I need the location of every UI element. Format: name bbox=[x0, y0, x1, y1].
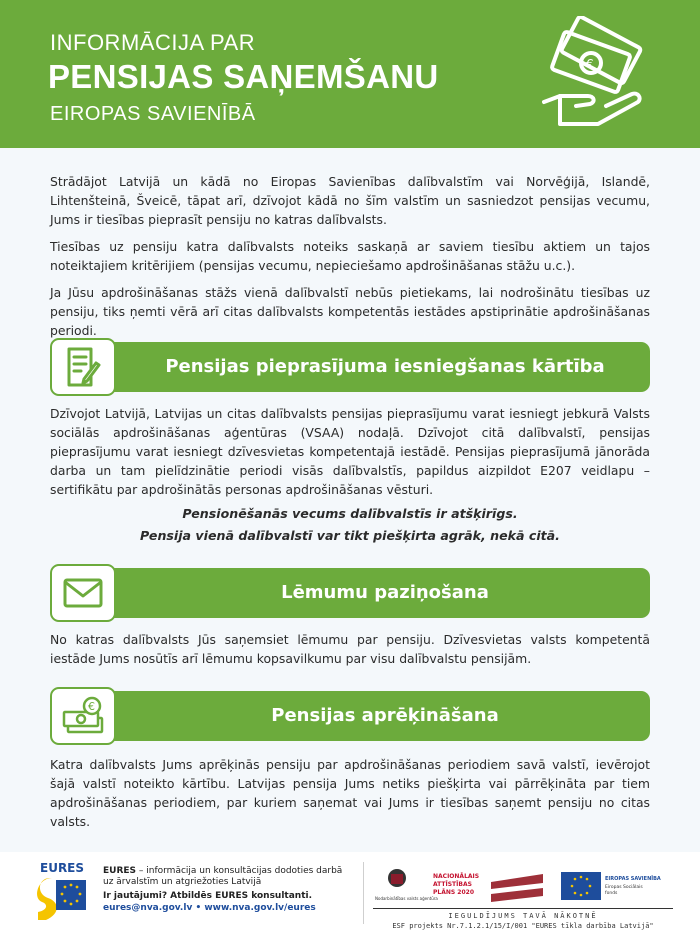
eures-logo bbox=[34, 860, 94, 926]
eu-flag-icon bbox=[561, 872, 601, 900]
svg-text:€: € bbox=[88, 700, 95, 713]
document-pen-icon bbox=[63, 345, 103, 389]
header-title-line3: EIROPAS SAVIENĪBĀ bbox=[50, 103, 256, 125]
svg-text:€: € bbox=[586, 57, 594, 71]
footer-divider bbox=[363, 862, 364, 924]
header-banner bbox=[0, 0, 700, 148]
envelope-icon bbox=[62, 577, 104, 609]
eures-email-link[interactable]: eures@nva.gov.lv bbox=[103, 903, 193, 913]
partner-eu-line1: EIROPAS SAVIENĪBA bbox=[605, 876, 661, 882]
section-submission-icon-box bbox=[50, 338, 116, 396]
header-title-line2: PENSIJAS SAŅEMŠANU bbox=[48, 58, 439, 95]
section-submission-bar bbox=[50, 342, 650, 392]
partner-nva-label: Nodarbinātības valsts aģentūra bbox=[375, 896, 438, 901]
eures-info bbox=[103, 866, 353, 914]
partner-eu-line2: Eiropas Sociālais bbox=[605, 885, 643, 890]
section-submission-text: Dzīvojot Latvijā, Latvijas un citas dalībvalsts pensijas pieprasījumu varat iesniegt jebkurā Valsts sociālās apdrošināšanas aģentūras (VSAA) nodaļā. Dzīvojot citā dalībvalstī, pensijas pieprasījumu varat iesniegt dzīvesvietas kompetentajā iestādē. Pensijas pieprasījumā jānorāda darba un tam pielīdzinātie periodi visās dalībvalstīs, papildus aizpildot E207 veidlapu – sertifikātu par apdrošinātās personas apdrošināšanas vēsturi. bbox=[50, 406, 650, 497]
section-calculation-text: Katra dalībvalsts Jums aprēķinās pensiju par apdrošināšanas periodiem savā valstī, ievērojot šajā valstī noteikto kārtību. Latvijas pensija Jums netiks piešķirta vai pārrēķināta par tiem apdrošināšanas periodiem, par kuriem saņemat vai Jums ir tiesības saņemt pensiju no citas valsts. bbox=[50, 757, 650, 829]
footer bbox=[0, 852, 700, 933]
section-submission-note-2: Pensija vienā dalībvalstī var tikt piešķirta agrāk, nekā citā. bbox=[140, 528, 560, 543]
eures-website-link[interactable]: www.nva.gov.lv/eures bbox=[204, 903, 316, 913]
section-submission-title: Pensijas pieprasījuma iesniegšanas kārtība bbox=[165, 356, 605, 377]
section-submission-note-1: Pensionēšanās vecums dalībvalstīs ir atšķirīgs. bbox=[182, 506, 518, 521]
section-decision-icon-box bbox=[50, 564, 116, 622]
partner-nap-line1: NACIONĀLAIS bbox=[433, 873, 480, 880]
intro-paragraph-1: Strādājot Latvijā un kādā no Eiropas Savienības dalībvalstīm vai Norvēģijā, Islandē, Lihtenšteinā, Šveicē, tāpat arī, dzīvojot kādā no šīm valstīm un sasniedzot pensijas vecumu, Jums ir tiesības pieprasīt pensiju no katras dalībvalsts. bbox=[50, 174, 650, 227]
section-calculation-title: Pensijas aprēķināšana bbox=[271, 705, 499, 726]
intro-paragraph-2: Tiesības uz pensiju katra dalībvalsts noteiks saskaņā ar saviem tiesību aktiem un tajos noteiktajiem kritērijiem (pensijas vecumu, nepieciešamo apdrošināšanas stāžu u.c.). bbox=[50, 239, 650, 273]
intro-paragraph-3: Ja Jūsu apdrošināšanas stāžs vienā dalībvalstī nebūs pietiekams, lai nodrošinātu tiesības uz pensiju, tiks ņemti vērā arī citas dalībvalsts kompetentās iestādes apstiprinātie apdrošināšanas periodi. bbox=[50, 285, 650, 338]
investment-slogan: IEGULDĪJUMS TAVĀ NĀKOTNĒ bbox=[373, 908, 673, 920]
money-stack-icon bbox=[60, 696, 106, 736]
section-decision-bar bbox=[50, 568, 650, 618]
eures-description: EURES – informācija un konsultācijas dodoties darbā uz ārvalstīm un atgriežoties Latvijā bbox=[103, 866, 343, 887]
latvian-flag-icon bbox=[491, 874, 543, 902]
header-title-line1: INFORMĀCIJA PAR bbox=[50, 30, 256, 55]
partner-eu-line3: fonds bbox=[605, 891, 618, 896]
eures-logo-text: EURES bbox=[40, 861, 85, 875]
money-hand-icon bbox=[538, 16, 650, 134]
section-decision-title: Lēmumu paziņošana bbox=[281, 582, 489, 603]
esf-project-number: ESF projekts Nr.7.1.2.1/15/I/001 "EURES tīkla darbība Latvijā" bbox=[392, 922, 654, 930]
partner-nap-line2: ATTĪSTĪBAS bbox=[433, 881, 472, 888]
links-separator: • bbox=[195, 903, 202, 913]
eures-links bbox=[103, 903, 353, 914]
nva-coat-of-arms-icon bbox=[388, 869, 406, 887]
partner-nap-line3: PLĀNS 2020 bbox=[433, 889, 474, 896]
section-calculation-bar bbox=[50, 691, 650, 741]
partner-logos bbox=[373, 866, 673, 906]
eures-question: Ir jautājumi? Atbildēs EURES konsultanti. bbox=[103, 891, 313, 901]
section-decision-text: No katras dalībvalsts Jūs saņemsiet lēmumu par pensiju. Dzīvesvietas valsts kompetentā iestāde Jums nosūtīs arī lēmumu kopsavilkumu par visu dalībvalstu pensijām. bbox=[50, 632, 650, 666]
section-calculation-icon-box bbox=[50, 687, 116, 745]
